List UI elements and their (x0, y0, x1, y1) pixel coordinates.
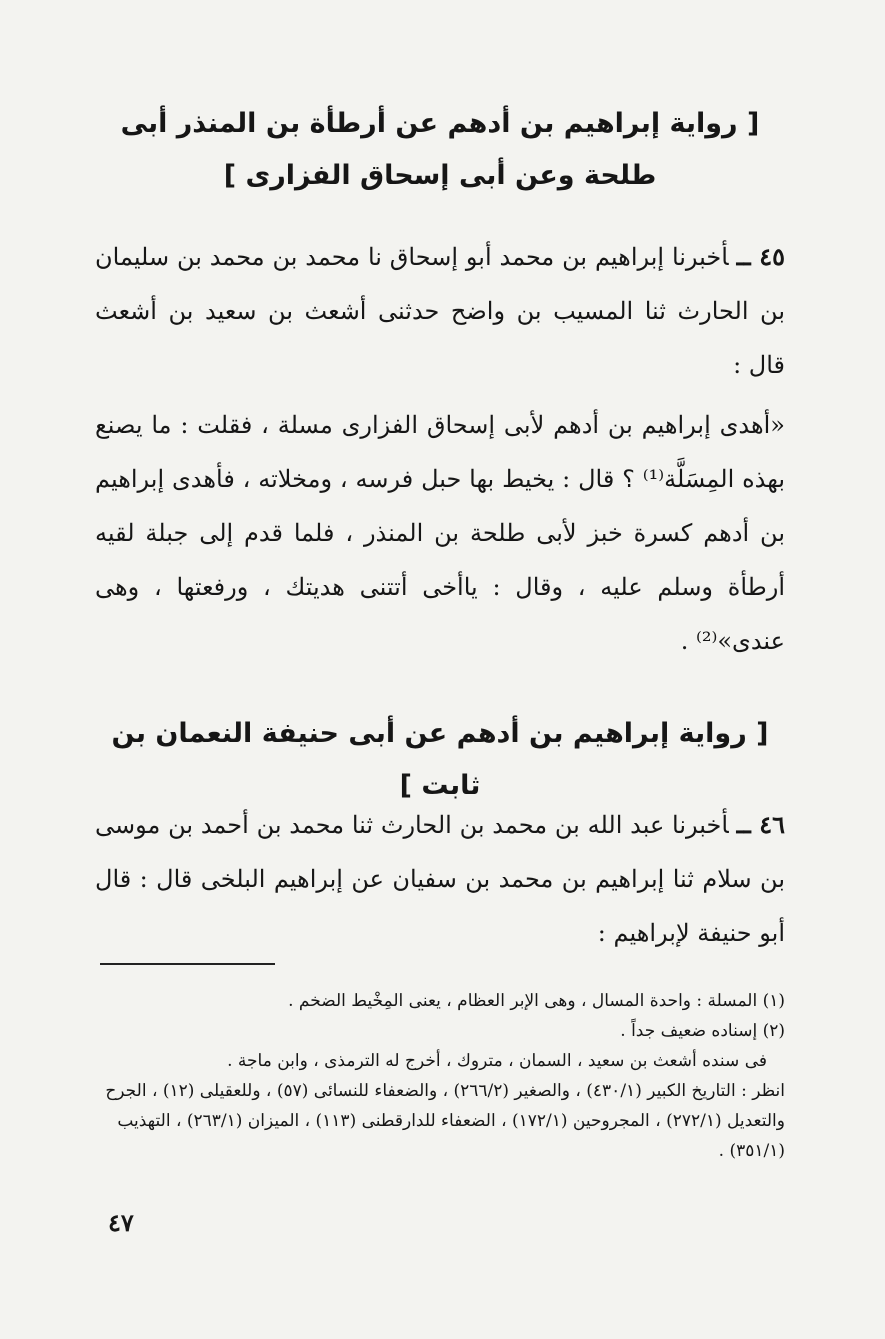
hadith-number-45: ٤٥ ــ (736, 242, 786, 271)
hadith-45-matn: «أهدى إبراهيم بن أدهم لأبى إسحاق الفزارى مسلة ، فقلت : ما يصنع بهذه المِسَلَّة⁽¹⁾ ؟ قال : يخيط بها حبل فرسه ، ومخلاته ، فأهدى إبراهيم بن أدهم كسرة خبز لأبى طلحة بن المنذر ، فلما قدم إلى جبلة لقيه أرطأة وسلم عليه ، وقال : ياأخى أتتنى هديتك ، ورفعتها ، وهى عندى»⁽²⁾ . (95, 411, 786, 655)
hadith-46-chain (95, 798, 785, 960)
footnote-divider (100, 963, 275, 965)
section-heading-artaah: [ رواية إبراهيم بن أدهم عن أرطأة بن المنذر أبى طلحة وعن أبى إسحاق الفزارى ] (120, 108, 760, 191)
hadith-46-text: أخبرنا عبد الله بن محمد بن الحارث ثنا محمد بن أحمد بن موسى بن سلام ثنا إبراهيم بن محمد بن سفيان عن إبراهيم البلخى قال : قال أبو حنيفة لإبراهيم : (95, 811, 785, 947)
hadith-45-text: أخبرنا إبراهيم بن محمد أبو إسحاق نا محمد بن محمد بن سليمان بن الحارث ثنا المسيب بن واضح حدثنى أشعث بن سعيد بن أشعث قال : (95, 243, 785, 379)
footnotes (95, 986, 785, 1166)
footnote-2-detail: فى سنده أشعث بن سعيد ، السمان ، متروك ، أخرج له الترمذى ، وابن ماجة . (227, 1051, 767, 1071)
hadith-45-chain (95, 230, 785, 392)
footnote-1: (١) المسلة : واحدة المسال ، وهى الإبر العظام ، يعنى المِخْيط الضخم . (288, 991, 785, 1011)
page-number: ٤٧ (108, 1208, 134, 1237)
footnote-2-references: انظر : التاريخ الكبير (٤٣٠/١) ، والصغير (٢٦٦/٢) ، والضعفاء للنسائى (٥٧) ، وللعقيلى (١٢) ، الجرح والتعديل (٢٧٢/١) ، المجروحين (١٧٢/١) ، الضعفاء للدارقطنى (١١٣) ، الميزان (٢٦٣/١) ، التهذيب (٣٥١/١) . (105, 1081, 785, 1161)
footnote-2: (٢) إسناده ضعيف جداً . (620, 1021, 785, 1041)
section-heading-abu-hanifa: [ رواية إبراهيم بن أدهم عن أبى حنيفة النعمان بن ثابت ] (111, 718, 769, 801)
hadith-number-46: ٤٦ ــ (736, 810, 786, 839)
